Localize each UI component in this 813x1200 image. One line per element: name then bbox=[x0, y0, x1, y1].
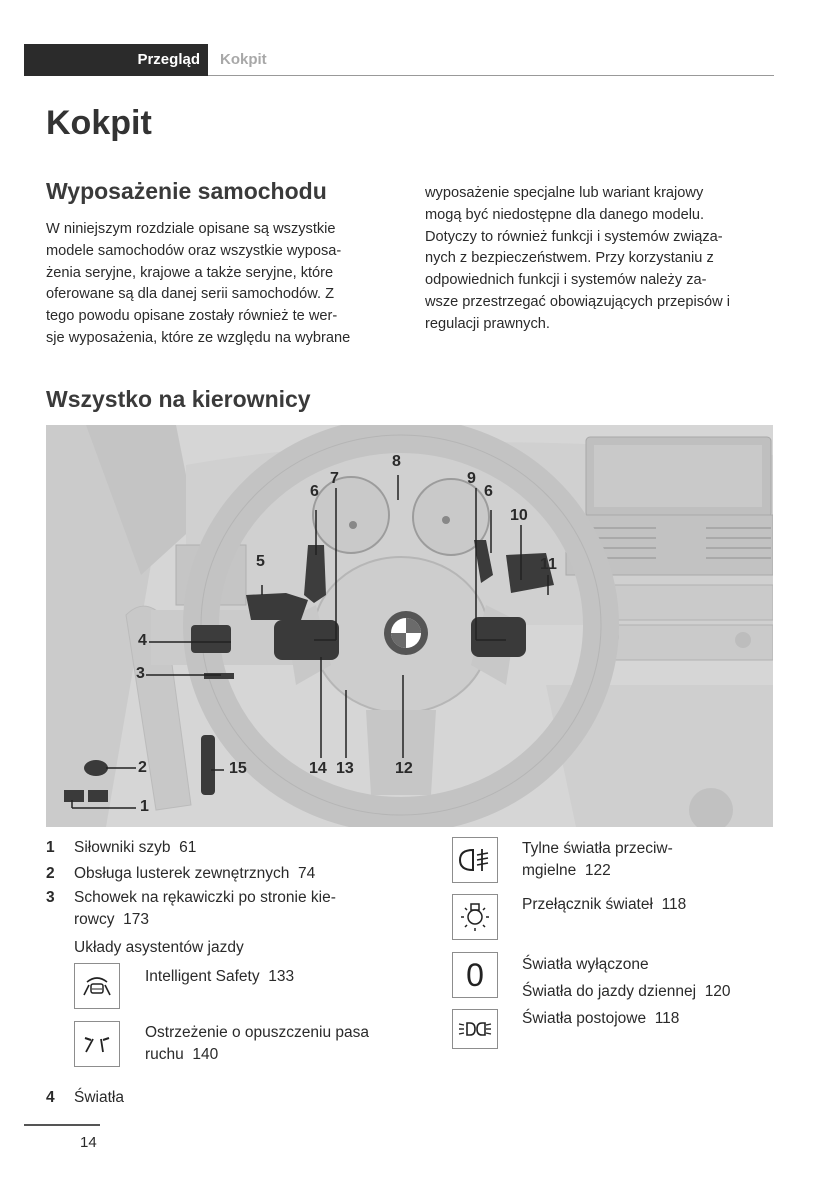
callout-13: 13 bbox=[336, 760, 354, 777]
callout-11: 11 bbox=[540, 556, 557, 573]
page-reference[interactable]: 120 bbox=[704, 983, 731, 1000]
text-line: wyposażenie specjalne lub wariant krajowy bbox=[425, 185, 704, 201]
page-title: Kokpit bbox=[46, 104, 152, 142]
item-label-cont: ruchu bbox=[145, 1046, 184, 1063]
callout-4: 4 bbox=[138, 632, 147, 649]
equipment-heading: Wyposażenie samochodu bbox=[46, 178, 327, 204]
page-number: 14 bbox=[80, 1134, 97, 1151]
callout-7: 7 bbox=[330, 470, 339, 487]
equipment-text-left bbox=[46, 219, 350, 350]
callout-5: 5 bbox=[256, 553, 265, 570]
running-header bbox=[24, 44, 774, 76]
light-switch-icon bbox=[452, 894, 498, 940]
item-label-cont: Światła do jazdy dziennej bbox=[522, 983, 697, 1000]
lane-departure-warning-icon bbox=[74, 1021, 120, 1067]
item-label: Światła postojowe bbox=[522, 1010, 647, 1027]
text-line: tego powodu opisane zostały również te wer- bbox=[46, 308, 338, 325]
item-label-cont: rowcy bbox=[74, 911, 115, 928]
page-reference[interactable]: 122 bbox=[584, 862, 611, 879]
callout-6-left: 6 bbox=[310, 483, 319, 500]
item-label: Światła bbox=[74, 1089, 124, 1106]
legend-item-1 bbox=[46, 835, 196, 861]
text-line: oferowane są dla danej serii samochodów. Z bbox=[46, 286, 334, 303]
header-section-label: Przegląd bbox=[24, 44, 208, 76]
rear-fog-light-icon bbox=[452, 837, 498, 883]
steering-heading: Wszystko na kierownicy bbox=[46, 386, 311, 412]
text-line: W niniejszym rozdziale opisane są wszystkie bbox=[46, 221, 336, 237]
callout-12: 12 bbox=[395, 760, 413, 777]
legend-item-4 bbox=[46, 1085, 124, 1111]
header-rule bbox=[208, 75, 774, 76]
item-number: 3 bbox=[46, 889, 55, 906]
text-line: Dotyczy to również funkcji i systemów związa- bbox=[425, 228, 723, 245]
item-number: 4 bbox=[46, 1089, 55, 1106]
callout-14: 14 bbox=[309, 760, 327, 777]
assist-systems-heading: Układy asystentów jazdy bbox=[74, 939, 244, 956]
item-label: Intelligent Safety bbox=[145, 968, 260, 985]
footer-rule bbox=[24, 1124, 100, 1126]
item-label: Przełącznik świateł bbox=[522, 896, 653, 913]
light-item-light-switch bbox=[522, 894, 686, 916]
callout-10: 10 bbox=[510, 507, 528, 524]
page-reference[interactable]: 118 bbox=[654, 1010, 680, 1027]
item-label: Siłowniki szyb bbox=[74, 839, 171, 856]
light-item-rear-fog bbox=[522, 838, 673, 882]
page-reference[interactable]: 118 bbox=[661, 896, 687, 913]
parking-lights-icon bbox=[452, 1009, 498, 1049]
equipment-text-right bbox=[425, 183, 730, 336]
callout-15: 15 bbox=[229, 760, 247, 777]
light-item-off-drl bbox=[522, 951, 731, 1005]
intelligent-safety-icon bbox=[74, 963, 120, 1009]
text-line: sje wyposażenia, które ze względu na wybrane bbox=[46, 329, 351, 346]
text-line: modele samochodów oraz wszystkie wyposa- bbox=[46, 242, 342, 259]
page-reference[interactable]: 61 bbox=[179, 839, 197, 856]
text-line: wsze przestrzegać obowiązujących przepisów i bbox=[425, 293, 730, 310]
item-label: Światła wyłączone bbox=[522, 956, 649, 973]
item-label: Schowek na rękawiczki po stronie kie- bbox=[74, 889, 336, 906]
assist-item-lane-departure bbox=[145, 1022, 369, 1066]
item-label: Ostrzeżenie o opuszczeniu pasa bbox=[145, 1024, 370, 1041]
cockpit-figure bbox=[46, 425, 773, 827]
text-line: żenia seryjne, krajowe a także seryjne, które bbox=[46, 264, 334, 281]
header-subsection-label: Kokpit bbox=[220, 51, 267, 68]
page-reference[interactable]: 173 bbox=[123, 911, 149, 928]
item-label: Tylne światła przeciw- bbox=[522, 840, 673, 857]
item-number: 2 bbox=[46, 865, 55, 882]
callout-8: 8 bbox=[392, 453, 401, 470]
callout-9: 9 bbox=[467, 470, 476, 487]
text-line: regulacji prawnych. bbox=[425, 315, 550, 332]
light-item-parking bbox=[522, 1008, 679, 1030]
page-reference[interactable]: 140 bbox=[192, 1046, 219, 1063]
page-reference[interactable]: 133 bbox=[268, 968, 295, 985]
zero-glyph: 0 bbox=[466, 957, 484, 993]
item-label: Obsługa lusterek zewnętrznych bbox=[74, 865, 290, 882]
legend-item-3 bbox=[46, 887, 336, 931]
text-line: odpowiednich funkcji i systemów należy za- bbox=[425, 272, 707, 289]
callout-6-right: 6 bbox=[484, 483, 493, 500]
text-line: mogą być niedostępne dla danego modelu. bbox=[425, 206, 705, 223]
callout-1: 1 bbox=[140, 798, 149, 815]
page-reference[interactable]: 74 bbox=[298, 865, 316, 882]
assist-item-intelligent-safety bbox=[145, 966, 294, 988]
callout-3: 3 bbox=[136, 665, 145, 682]
item-label-cont: mgielne bbox=[522, 862, 577, 879]
item-number: 1 bbox=[46, 839, 55, 856]
lights-off-icon bbox=[452, 952, 498, 998]
text-line: nych z bezpieczeństwem. Przy korzystaniu z bbox=[425, 250, 714, 267]
legend-item-2 bbox=[46, 861, 315, 887]
callout-2: 2 bbox=[138, 759, 147, 776]
